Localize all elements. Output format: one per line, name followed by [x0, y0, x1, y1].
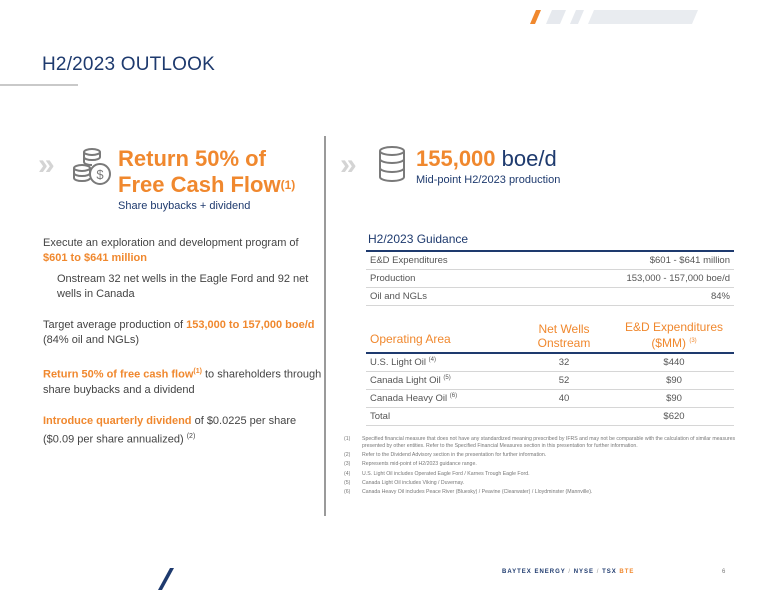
bullet-production: Target average production of 153,000 to 157,000 boe/d (84% oil and NGLs): [43, 319, 315, 346]
col-ed-expenditures: E&D Expenditures ($MM) $^{(3)}$: [624, 320, 724, 350]
coins-dollar-icon: [72, 146, 114, 188]
page-title: H2/2023 OUTLOOK: [42, 54, 216, 75]
table-row: Canada Light Oil $^{(5)}$ 52 $90: [366, 372, 734, 390]
operating-area-table: [366, 320, 734, 426]
vertical-divider: [324, 136, 326, 516]
bullet-fcf: Return 50% of free cash flow$^{(1)}$ to shareholders through share buybacks and a dividend: [43, 368, 322, 396]
bullet-capex-detail: Onstream 32 net wells in the Eagle Ford and 92 net wells in Canada: [57, 273, 309, 300]
table-row: Oil and NGLs 84%: [366, 288, 734, 306]
table-row: Canada Heavy Oil $^{(6)}$ 40 $90: [366, 390, 734, 408]
double-chevron-icon: »: [340, 148, 351, 181]
ops-header: [366, 320, 734, 354]
footnotes: [344, 436, 740, 499]
hero-footnote-ref: (1): [280, 178, 296, 192]
bullet-capex: Execute an exploration and development program of $601 to $641 million Onstream 32 net wells in the Eagle Ford and 92 net wells in Canada: [43, 236, 323, 302]
table-row-total: Total $620: [366, 408, 734, 426]
hero-left-subtitle: Share buybacks + dividend: [118, 200, 251, 212]
right-hero: [416, 146, 560, 186]
guidance-table: [366, 232, 734, 306]
svg-text:$: $: [96, 167, 104, 182]
footer-brand: BAYTEX ENERGY / NYSE / TSX BTE: [502, 569, 635, 575]
footnote: (3) Represents mid-point of H2/2023 guidance range.: [344, 461, 477, 468]
guidance-heading: H2/2023 Guidance: [366, 232, 734, 252]
col-net-wells: Net Wells Onstream: [537, 322, 591, 350]
page-number: 6: [722, 569, 726, 575]
production-value: 155,000: [416, 146, 496, 171]
footnote: (4) U.S. Light Oil includes Operated Eagle Ford / Karnes Trough Eagle Ford.: [344, 470, 530, 477]
title-rule: [0, 84, 78, 86]
col-operating-area: Operating Area: [370, 332, 451, 346]
hero-right-subtitle: Mid-point H2/2023 production: [416, 174, 561, 186]
key-points: [43, 236, 323, 463]
footnote: (5) Canada Light Oil includes Viking / Duvernay.: [344, 479, 465, 486]
double-chevron-icon: »: [38, 148, 49, 181]
hero-line2: Free Cash Flow: [118, 172, 281, 197]
table-row: U.S. Light Oil $^{(4)}$ 32 $440: [366, 354, 734, 372]
brand-slash-icon: [156, 568, 176, 590]
footnote: (1) Specified financial measure that does not have any standardized meaning prescribed by IFRS and may not be comparable with the calculation of similar measures presented by other entities. Refer to the Specified Financial Measures section in this presentation for further information.: [344, 436, 736, 449]
bullet-dividend: Introduce quarterly dividend of $0.0225 per share ($0.09 per share annualized) $^{(2)}$: [43, 414, 297, 446]
table-row: Production 153,000 - 157,000 boe/d: [366, 270, 734, 288]
footnote: (6) Canada Heavy Oil includes Peace River (Bluesky) / Peavine (Clearwater) / Lloydminster (Mannville).: [344, 489, 593, 496]
table-row: E&D Expenditures $601 - $641 million: [366, 252, 734, 270]
production-unit: boe/d: [495, 146, 557, 171]
left-hero: [118, 146, 295, 212]
stripes-decoration: [522, 10, 702, 24]
hero-line1: Return 50% of: [118, 146, 266, 171]
database-icon: [378, 146, 406, 182]
footnote: (2) Refer to the Dividend Advisory section in the presentation for further information.: [344, 452, 547, 459]
